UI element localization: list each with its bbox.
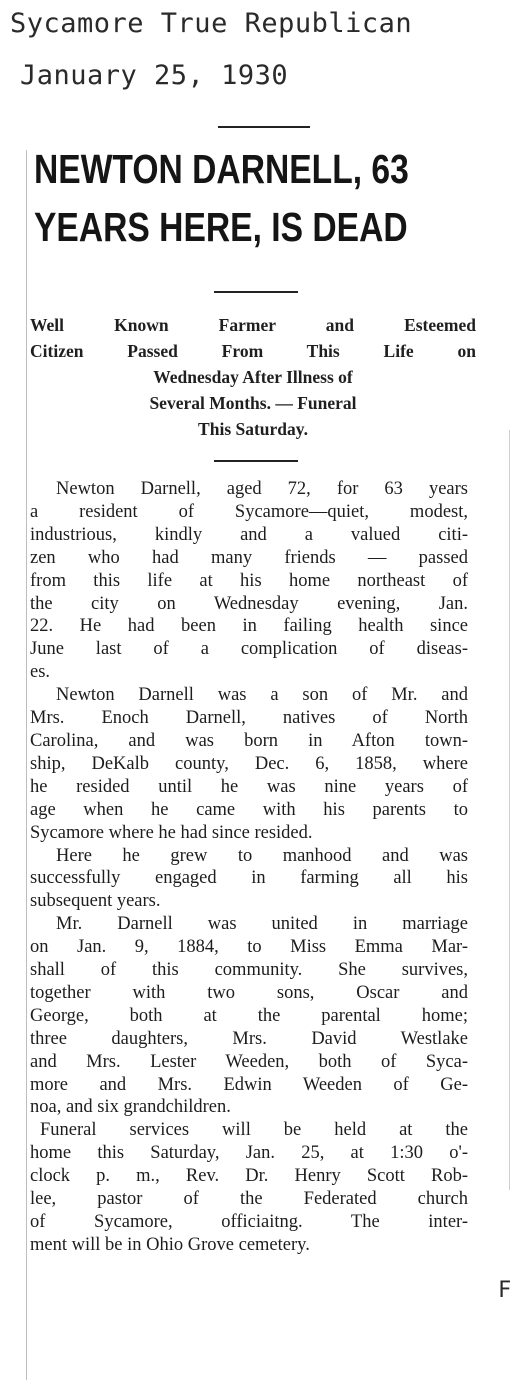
body-line: on Jan. 9, 1884, to Miss Emma Mar- bbox=[30, 937, 468, 958]
body-line: from this life at his home northeast of bbox=[30, 570, 468, 591]
subheadline bbox=[30, 312, 476, 442]
body-line: George, both at the parental home; bbox=[30, 1005, 468, 1026]
body-line: he resided until he was nine years of bbox=[30, 776, 468, 797]
body-line: clock p. m., Rev. Dr. Henry Scott Rob- bbox=[30, 1166, 468, 1187]
body-line: June last of a complication of diseas- bbox=[30, 639, 468, 660]
body-line: Funeral services will be held at the bbox=[40, 1120, 468, 1141]
body-line: successfully engaged in farming all his bbox=[30, 868, 468, 889]
body-line: a resident of Sycamore—quiet, modest, bbox=[30, 501, 468, 522]
body-line: lee, pastor of the Federated church bbox=[30, 1189, 468, 1210]
body-line: shall of this community. She survives, bbox=[30, 960, 468, 981]
margin-mark: F bbox=[498, 1278, 512, 1303]
body-line: es. bbox=[30, 662, 51, 683]
body-line: 22. He had been in failing health since bbox=[30, 616, 468, 637]
body-line: age when he came with his parents to bbox=[30, 799, 468, 820]
subhead-line: Well Known Farmer and Esteemed bbox=[30, 315, 476, 335]
body-line: subsequent years. bbox=[30, 891, 161, 912]
body-line: zen who had many friends — passed bbox=[30, 547, 468, 568]
body-line: Here he grew to manhood and was bbox=[56, 845, 468, 866]
body-line: noa, and six grandchildren. bbox=[30, 1097, 231, 1118]
subhead-line: Several Months. — Funeral bbox=[149, 393, 357, 413]
subhead-bottom-rule bbox=[214, 460, 298, 462]
body-line: industrious, kindly and a valued citi- bbox=[30, 524, 468, 545]
top-rule bbox=[218, 126, 310, 128]
body-line: ship, DeKalb county, Dec. 6, 1858, where bbox=[30, 753, 468, 774]
body-line: three daughters, Mrs. David Westlake bbox=[30, 1028, 468, 1049]
body-line: the city on Wednesday evening, Jan. bbox=[30, 593, 468, 614]
body-line: together with two sons, Oscar and bbox=[30, 982, 468, 1003]
article-body bbox=[30, 478, 468, 1257]
body-line: Newton Darnell, aged 72, for 63 years bbox=[56, 479, 468, 499]
headline bbox=[34, 140, 409, 256]
clipping-left-edge bbox=[26, 150, 27, 1380]
subhead-line: Citizen Passed From This Life on bbox=[30, 341, 476, 361]
body-line: ment will be in Ohio Grove cemetery. bbox=[30, 1234, 310, 1255]
subhead-top-rule bbox=[214, 291, 298, 293]
publication-date: January 25, 1930 bbox=[20, 60, 289, 91]
body-line: and Mrs. Lester Weeden, both of Syca- bbox=[30, 1051, 468, 1072]
body-line: Mr. Darnell was united in marriage bbox=[56, 914, 468, 935]
body-line: Sycamore where he had since resided. bbox=[30, 822, 313, 843]
body-line: home this Saturday, Jan. 25, at 1:30 o'- bbox=[30, 1143, 468, 1164]
subhead-line: Wednesday After Illness of bbox=[153, 367, 353, 387]
clipping-right-edge bbox=[509, 430, 510, 1190]
headline-line: YEARS HERE, IS DEAD bbox=[34, 204, 408, 250]
subhead-line: This Saturday. bbox=[198, 419, 308, 439]
body-line: more and Mrs. Edwin Weeden of Ge- bbox=[30, 1074, 468, 1095]
headline-line: NEWTON DARNELL, 63 bbox=[34, 146, 409, 192]
body-line: of Sycamore, officiaitng. The inter- bbox=[30, 1212, 468, 1232]
body-line: Carolina, and was born in Afton town- bbox=[30, 730, 468, 751]
body-line: Mrs. Enoch Darnell, natives of North bbox=[30, 708, 468, 729]
body-line: Newton Darnell was a son of Mr. and bbox=[56, 685, 468, 706]
newspaper-name: Sycamore True Republican bbox=[10, 8, 413, 39]
